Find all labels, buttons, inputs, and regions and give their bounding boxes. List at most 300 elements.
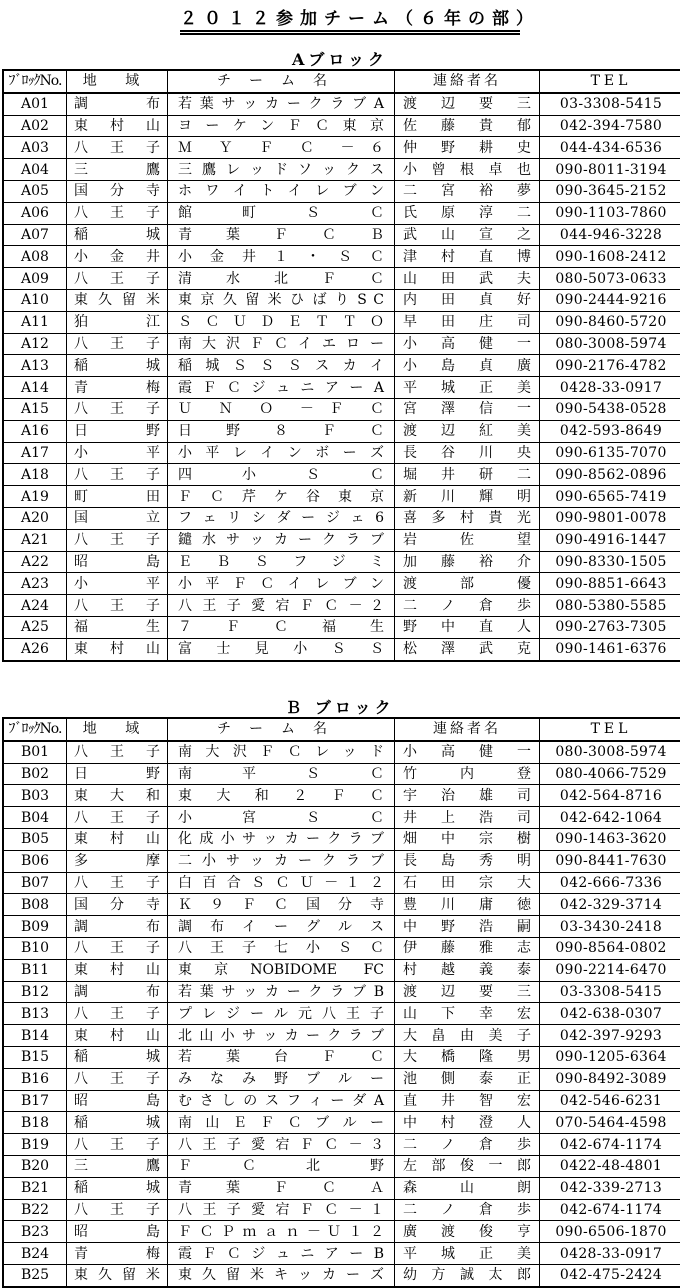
tel-cell: 080-5380-5585 bbox=[540, 595, 680, 617]
area-cell bbox=[67, 1243, 168, 1265]
table-row bbox=[3, 1264, 680, 1286]
area-cell bbox=[67, 246, 168, 268]
tel-cell: 042-397-9293 bbox=[540, 1025, 680, 1047]
table-row bbox=[3, 1243, 680, 1265]
team-name-cell bbox=[168, 529, 395, 551]
contact-name-cell-text: 二 ノ 倉 歩 bbox=[395, 1136, 539, 1154]
team-name-cell bbox=[168, 268, 395, 290]
team-name-cell-text: 南 山 Ｅ Ｆ Ｃ ブ ル ー bbox=[168, 1114, 394, 1132]
block-no-cell: A15 bbox=[3, 398, 67, 420]
area-cell bbox=[67, 137, 168, 159]
table-row bbox=[3, 1134, 680, 1156]
area-cell-text: 八 王 子 bbox=[67, 1005, 167, 1023]
table-row bbox=[3, 420, 680, 442]
contact-name-cell-text: 津 村 直 博 bbox=[395, 248, 539, 266]
table-row bbox=[3, 159, 680, 181]
team-name-cell-text: 若 葉 サ ッ カ ー ク ラ ブ B bbox=[168, 983, 394, 1001]
area-cell-text: 青 梅 bbox=[67, 1245, 167, 1263]
table-row bbox=[3, 850, 680, 872]
tel-cell: 090-6565-7419 bbox=[540, 486, 680, 508]
contact-name-cell-text: 小 高 健 一 bbox=[395, 743, 539, 761]
table-row bbox=[3, 1025, 680, 1047]
contact-name-cell-text: 新 川 輝 明 bbox=[395, 488, 539, 506]
team-name-cell bbox=[168, 1177, 395, 1199]
tel-cell: 042-666-7336 bbox=[540, 872, 680, 894]
area-cell bbox=[67, 507, 168, 529]
tel-cell: 0428-33-0917 bbox=[540, 377, 680, 399]
contact-name-cell bbox=[395, 507, 540, 529]
contact-name-cell bbox=[395, 180, 540, 202]
team-name-cell bbox=[168, 1221, 395, 1243]
team-name-cell-text: ヨ ー ケ ン Ｆ Ｃ 東 京 bbox=[168, 117, 394, 135]
team-name-cell bbox=[168, 894, 395, 916]
area-cell bbox=[67, 1134, 168, 1156]
table-row bbox=[3, 785, 680, 807]
contact-name-cell-text: 氏 原 淳 二 bbox=[395, 204, 539, 222]
team-name-cell-text: む さ し の ス フ ィ ー ダ A bbox=[168, 1092, 394, 1110]
area-cell-text: 八 王 子 bbox=[67, 139, 167, 157]
contact-name-cell-text: 宮 澤 信 一 bbox=[395, 400, 539, 418]
contact-name-cell bbox=[395, 937, 540, 959]
area-cell-text: 日 野 bbox=[67, 422, 167, 440]
table-row bbox=[3, 1177, 680, 1199]
area-cell bbox=[67, 159, 168, 181]
table-row bbox=[3, 93, 680, 115]
area-cell bbox=[67, 551, 168, 573]
tel-cell: 090-9801-0078 bbox=[540, 507, 680, 529]
team-name-cell-text: 鑓 水 サ ッ カ ー ク ラ ブ bbox=[168, 531, 394, 549]
block-no-cell: A16 bbox=[3, 420, 67, 442]
block-no-cell: B11 bbox=[3, 959, 67, 981]
block-no-cell: A19 bbox=[3, 486, 67, 508]
block-no-cell: B19 bbox=[3, 1134, 67, 1156]
table-row bbox=[3, 1155, 680, 1177]
table-row bbox=[3, 137, 680, 159]
area-cell-text: 東 大 和 bbox=[67, 787, 167, 805]
contact-name-cell bbox=[395, 311, 540, 333]
contact-name-cell-text: 畑 中 宗 樹 bbox=[395, 830, 539, 848]
contact-name-cell-text: 平 城 正 美 bbox=[395, 379, 539, 397]
team-name-cell bbox=[168, 807, 395, 829]
team-name-cell bbox=[168, 333, 395, 355]
tel-cell: 090-1463-3620 bbox=[540, 828, 680, 850]
team-name-cell-text: 稲 城 Ｓ Ｓ Ｓ ス カ イ bbox=[168, 357, 394, 375]
tel-cell: 070-5464-4598 bbox=[540, 1112, 680, 1134]
table-row bbox=[3, 333, 680, 355]
block-no-cell: B01 bbox=[3, 741, 67, 763]
team-name-cell bbox=[168, 137, 395, 159]
team-name-cell-text: 四 小 Ｓ Ｃ bbox=[168, 466, 394, 484]
contact-name-cell-text: 大 橋 隆 男 bbox=[395, 1048, 539, 1066]
header-team: チーム名 bbox=[168, 718, 395, 741]
contact-name-cell bbox=[395, 398, 540, 420]
team-name-cell-text: Ｆ Ｃ Ｐ ｍ ａ ｎ － Ｕ １ ２ bbox=[168, 1223, 394, 1241]
header-area: 地 域 bbox=[67, 718, 168, 741]
block-no-cell: A09 bbox=[3, 268, 67, 290]
team-name-cell bbox=[168, 785, 395, 807]
area-cell-text: 東 久 留 米 bbox=[67, 1266, 167, 1284]
team-name-cell-text: 日 野 ８ Ｆ Ｃ bbox=[168, 422, 394, 440]
contact-name-cell-text: 石 田 宗 大 bbox=[395, 874, 539, 892]
team-name-cell-text: 東 大 和 ２ Ｆ Ｃ bbox=[168, 787, 394, 805]
block-no-cell: B16 bbox=[3, 1068, 67, 1090]
area-cell-text: 青 梅 bbox=[67, 379, 167, 397]
tel-cell: 090-1205-6364 bbox=[540, 1046, 680, 1068]
area-cell-text: 福 生 bbox=[67, 618, 167, 636]
table-row bbox=[3, 573, 680, 595]
team-name-cell bbox=[168, 1112, 395, 1134]
team-name-cell-text: 南 大 沢 Ｆ Ｃ イ エ ロ ー bbox=[168, 335, 394, 353]
area-cell bbox=[67, 333, 168, 355]
block-a-title: Aブロック bbox=[240, 47, 440, 70]
area-cell bbox=[67, 828, 168, 850]
contact-name-cell-text: 仲 野 耕 史 bbox=[395, 139, 539, 157]
block-no-cell: B08 bbox=[3, 894, 67, 916]
area-cell-text: 稲 城 bbox=[67, 357, 167, 375]
header-contact: 連絡者名 bbox=[395, 70, 540, 93]
block-no-cell: A12 bbox=[3, 333, 67, 355]
table-row bbox=[3, 807, 680, 829]
team-name-cell bbox=[168, 486, 395, 508]
team-name-cell bbox=[168, 763, 395, 785]
block-no-cell: B22 bbox=[3, 1199, 67, 1221]
contact-name-cell bbox=[395, 981, 540, 1003]
tel-cell: 042-674-1174 bbox=[540, 1134, 680, 1156]
area-cell bbox=[67, 981, 168, 1003]
tel-cell: 044-946-3228 bbox=[540, 224, 680, 246]
contact-name-cell bbox=[395, 377, 540, 399]
contact-name-cell-text: 小 高 健 一 bbox=[395, 335, 539, 353]
block-no-cell: A24 bbox=[3, 595, 67, 617]
area-cell bbox=[67, 850, 168, 872]
tel-cell: 090-1608-2412 bbox=[540, 246, 680, 268]
contact-name-cell-text: 佐 藤 貴 郁 bbox=[395, 117, 539, 135]
tel-cell: 090-8441-7630 bbox=[540, 850, 680, 872]
area-cell-text: 東 村 山 bbox=[67, 117, 167, 135]
contact-name-cell bbox=[395, 246, 540, 268]
table-row bbox=[3, 981, 680, 1003]
team-name-cell-text: 青 葉 Ｆ Ｃ Ａ bbox=[168, 1179, 394, 1197]
contact-name-cell bbox=[395, 1046, 540, 1068]
team-name-cell bbox=[168, 1264, 395, 1286]
table-row bbox=[3, 1112, 680, 1134]
tel-cell: 090-8330-1505 bbox=[540, 551, 680, 573]
contact-name-cell-text: 廣 渡 俊 亨 bbox=[395, 1223, 539, 1241]
contact-name-cell-text: 豊 川 庸 徳 bbox=[395, 896, 539, 914]
contact-name-cell-text: 渡 辺 要 三 bbox=[395, 95, 539, 113]
area-cell bbox=[67, 741, 168, 763]
block-no-cell: A10 bbox=[3, 289, 67, 311]
area-cell bbox=[67, 894, 168, 916]
area-cell-text: 稲 城 bbox=[67, 1114, 167, 1132]
block-no-cell: B07 bbox=[3, 872, 67, 894]
team-name-cell-text: 北 山 小 サ ッ カ ー ク ラ ブ bbox=[168, 1027, 394, 1045]
table-row bbox=[3, 398, 680, 420]
contact-name-cell-text: 渡 部 優 bbox=[395, 575, 539, 593]
contact-name-cell-text: 村 越 義 泰 bbox=[395, 961, 539, 979]
area-cell bbox=[67, 1155, 168, 1177]
table-row bbox=[3, 268, 680, 290]
contact-name-cell bbox=[395, 159, 540, 181]
area-cell-text: 八 王 子 bbox=[67, 400, 167, 418]
table-row bbox=[3, 464, 680, 486]
contact-name-cell-text: 森 山 朗 bbox=[395, 1179, 539, 1197]
header-block-no: ﾌﾞﾛｯｸNo. bbox=[3, 70, 67, 93]
block-no-cell: A18 bbox=[3, 464, 67, 486]
area-cell bbox=[67, 1003, 168, 1025]
table-row bbox=[3, 894, 680, 916]
table-row bbox=[3, 1046, 680, 1068]
area-cell-text: 調 布 bbox=[67, 918, 167, 936]
team-name-cell-text: 南 大 沢 Ｆ Ｃ レ ッ ド bbox=[168, 743, 394, 761]
contact-name-cell-text: 野 中 直 人 bbox=[395, 618, 539, 636]
team-name-cell-text: 小 平 Ｆ Ｃ イ レ ブ ン bbox=[168, 575, 394, 593]
team-name-cell bbox=[168, 551, 395, 573]
area-cell-text: 三 鷹 bbox=[67, 1157, 167, 1175]
area-cell-text: 八 王 子 bbox=[67, 743, 167, 761]
area-cell bbox=[67, 1068, 168, 1090]
contact-name-cell-text: 渡 辺 紅 美 bbox=[395, 422, 539, 440]
contact-name-cell bbox=[395, 442, 540, 464]
team-name-cell bbox=[168, 159, 395, 181]
area-cell bbox=[67, 355, 168, 377]
team-name-cell bbox=[168, 224, 395, 246]
area-cell-text: 小 金 井 bbox=[67, 248, 167, 266]
contact-name-cell bbox=[395, 638, 540, 660]
area-cell-text: 東 村 山 bbox=[67, 961, 167, 979]
area-cell-text: 東 村 山 bbox=[67, 640, 167, 658]
team-name-cell bbox=[168, 595, 395, 617]
team-name-cell-text: 東京NOBIDOME FC bbox=[168, 961, 394, 979]
team-name-cell-text: 東 京 久 留 米 ひ ば り S C bbox=[168, 291, 394, 309]
contact-name-cell bbox=[395, 1199, 540, 1221]
tel-cell: 090-8851-6643 bbox=[540, 573, 680, 595]
area-cell-text: 国 立 bbox=[67, 509, 167, 527]
team-name-cell-text: 富 士 見 小 Ｓ Ｓ bbox=[168, 640, 394, 658]
block-no-cell: B10 bbox=[3, 937, 67, 959]
team-name-cell-text: 八 王 子 愛 宕 Ｆ Ｃ － ２ bbox=[168, 597, 394, 615]
team-name-cell bbox=[168, 828, 395, 850]
contact-name-cell bbox=[395, 741, 540, 763]
contact-name-cell bbox=[395, 289, 540, 311]
area-cell-text: 八 王 子 bbox=[67, 874, 167, 892]
tel-cell: 080-3008-5974 bbox=[540, 741, 680, 763]
contact-name-cell bbox=[395, 224, 540, 246]
contact-name-cell-text: 岩 佐 望 bbox=[395, 531, 539, 549]
header-tel: TEL bbox=[540, 70, 680, 93]
team-name-cell bbox=[168, 1134, 395, 1156]
tel-cell: 090-6506-1870 bbox=[540, 1221, 680, 1243]
contact-name-cell bbox=[395, 1177, 540, 1199]
area-cell-text: 八 王 子 bbox=[67, 204, 167, 222]
team-name-cell-text: 八 王 子 愛 宕 Ｆ Ｃ － １ bbox=[168, 1201, 394, 1219]
block-no-cell: A26 bbox=[3, 638, 67, 660]
table-row bbox=[3, 959, 680, 981]
team-name-cell-text: 三 鷹 レ ッ ド ソ ッ ク ス bbox=[168, 161, 394, 179]
contact-name-cell bbox=[395, 551, 540, 573]
contact-name-cell bbox=[395, 763, 540, 785]
area-cell-text: 八 王 子 bbox=[67, 809, 167, 827]
table-row bbox=[3, 1003, 680, 1025]
block-no-cell: B17 bbox=[3, 1090, 67, 1112]
block-no-cell: B25 bbox=[3, 1264, 67, 1286]
block-no-cell: B05 bbox=[3, 828, 67, 850]
contact-name-cell bbox=[395, 1090, 540, 1112]
contact-name-cell-text: 喜 多 村 貴 光 bbox=[395, 509, 539, 527]
title-underline-second bbox=[180, 33, 520, 35]
block-no-cell: B15 bbox=[3, 1046, 67, 1068]
team-name-cell-text: 小 金 井 １ ・ Ｓ Ｃ bbox=[168, 248, 394, 266]
area-cell bbox=[67, 1090, 168, 1112]
area-cell-text: 東 村 山 bbox=[67, 1027, 167, 1045]
tel-cell: 0428-33-0917 bbox=[540, 1243, 680, 1265]
team-name-cell bbox=[168, 741, 395, 763]
team-name-cell-text: 南 平 Ｓ Ｃ bbox=[168, 765, 394, 783]
area-cell bbox=[67, 268, 168, 290]
team-name-cell-text: 東 久 留 米 キ ッ カ ー ズ bbox=[168, 1266, 394, 1284]
area-cell bbox=[67, 464, 168, 486]
team-name-cell bbox=[168, 311, 395, 333]
team-name-cell bbox=[168, 1199, 395, 1221]
block-b-table bbox=[2, 717, 680, 1288]
table-row bbox=[3, 638, 680, 660]
tel-cell: 042-638-0307 bbox=[540, 1003, 680, 1025]
tel-cell: 090-8492-3089 bbox=[540, 1068, 680, 1090]
tel-cell: 042-642-1064 bbox=[540, 807, 680, 829]
tel-cell: 042-475-2424 bbox=[540, 1264, 680, 1286]
team-name-cell-text: プ レ ジ ー ル 元 八 王 子 bbox=[168, 1005, 394, 1023]
team-name-cell bbox=[168, 115, 395, 137]
team-name-cell-text: 化 成 小 サ ッ カ ー ク ラ ブ bbox=[168, 830, 394, 848]
contact-name-cell bbox=[395, 1221, 540, 1243]
title-underline bbox=[180, 30, 520, 32]
team-name-cell-text: Ｅ Ｂ Ｓ フ ジ ミ bbox=[168, 553, 394, 571]
block-no-cell: A02 bbox=[3, 115, 67, 137]
block-no-cell: A01 bbox=[3, 93, 67, 115]
block-no-cell: B21 bbox=[3, 1177, 67, 1199]
team-name-cell bbox=[168, 93, 395, 115]
contact-name-cell-text: 山 田 武 夫 bbox=[395, 270, 539, 288]
header-contact: 連絡者名 bbox=[395, 718, 540, 741]
block-no-cell: B06 bbox=[3, 850, 67, 872]
area-cell bbox=[67, 1199, 168, 1221]
area-cell-text: 小 平 bbox=[67, 444, 167, 462]
area-cell-text: 狛 江 bbox=[67, 313, 167, 331]
contact-name-cell bbox=[395, 785, 540, 807]
block-a-rows bbox=[3, 93, 680, 661]
table-row bbox=[3, 507, 680, 529]
contact-name-cell bbox=[395, 93, 540, 115]
table-row bbox=[3, 486, 680, 508]
team-name-cell bbox=[168, 202, 395, 224]
area-cell bbox=[67, 616, 168, 638]
team-name-cell bbox=[168, 1090, 395, 1112]
contact-name-cell bbox=[395, 333, 540, 355]
team-name-cell-text: 若 葉 台 Ｆ Ｃ bbox=[168, 1048, 394, 1066]
area-cell-text: 八 王 子 bbox=[67, 466, 167, 484]
area-cell bbox=[67, 180, 168, 202]
area-cell-text: 昭 島 bbox=[67, 553, 167, 571]
table-row bbox=[3, 1090, 680, 1112]
tel-cell: 090-8562-0896 bbox=[540, 464, 680, 486]
tel-cell: 03-3430-2418 bbox=[540, 916, 680, 938]
area-cell bbox=[67, 959, 168, 981]
area-cell-text: 調 布 bbox=[67, 95, 167, 113]
team-name-cell-text: 白 百 合 Ｓ Ｃ Ｕ － １ ２ bbox=[168, 874, 394, 892]
tel-cell: 042-546-6231 bbox=[540, 1090, 680, 1112]
area-cell bbox=[67, 202, 168, 224]
block-no-cell: A20 bbox=[3, 507, 67, 529]
area-cell-text: 東 村 山 bbox=[67, 830, 167, 848]
contact-name-cell-text: 幼 方 誠 太 郎 bbox=[395, 1266, 539, 1284]
tel-cell: 090-8564-0802 bbox=[540, 937, 680, 959]
team-name-cell-text: 調 布 イ ー グ ル ス bbox=[168, 918, 394, 936]
tel-cell: 090-8460-5720 bbox=[540, 311, 680, 333]
area-cell bbox=[67, 377, 168, 399]
table-row bbox=[3, 246, 680, 268]
block-no-cell: A05 bbox=[3, 180, 67, 202]
area-cell bbox=[67, 1264, 168, 1286]
block-b-rows bbox=[3, 741, 680, 1287]
table-row bbox=[3, 937, 680, 959]
team-name-cell-text: 清 水 北 Ｆ Ｃ bbox=[168, 270, 394, 288]
area-cell-text: 日 野 bbox=[67, 765, 167, 783]
area-cell bbox=[67, 442, 168, 464]
area-cell-text: 町 田 bbox=[67, 488, 167, 506]
contact-name-cell bbox=[395, 1025, 540, 1047]
block-no-cell: A11 bbox=[3, 311, 67, 333]
contact-name-cell bbox=[395, 1003, 540, 1025]
area-cell bbox=[67, 1177, 168, 1199]
block-no-cell: B18 bbox=[3, 1112, 67, 1134]
contact-name-cell-text: 池 側 泰 正 bbox=[395, 1070, 539, 1088]
tel-cell: 090-1103-7860 bbox=[540, 202, 680, 224]
team-name-cell bbox=[168, 1243, 395, 1265]
contact-name-cell-text: 長 谷 川 央 bbox=[395, 444, 539, 462]
contact-name-cell-text: 二 宮 裕 夢 bbox=[395, 182, 539, 200]
contact-name-cell-text: 平 城 正 美 bbox=[395, 1245, 539, 1263]
area-cell bbox=[67, 1046, 168, 1068]
contact-name-cell bbox=[395, 872, 540, 894]
area-cell-text: 八 王 子 bbox=[67, 939, 167, 957]
contact-name-cell-text: 竹 内 登 bbox=[395, 765, 539, 783]
team-name-cell-text: Ｋ ９ Ｆ Ｃ 国 分 寺 bbox=[168, 896, 394, 914]
tel-cell: 090-2444-9216 bbox=[540, 289, 680, 311]
team-name-cell-text: Ｓ Ｃ Ｕ Ｄ Ｅ Ｔ Ｔ Ｏ bbox=[168, 313, 394, 331]
tel-cell: 090-8011-3194 bbox=[540, 159, 680, 181]
contact-name-cell bbox=[395, 573, 540, 595]
team-name-cell bbox=[168, 872, 395, 894]
contact-name-cell bbox=[395, 894, 540, 916]
table-row bbox=[3, 529, 680, 551]
table-row bbox=[3, 1199, 680, 1221]
team-name-cell-text: 小 平 レ イ ン ボ ー ズ bbox=[168, 444, 394, 462]
table-row bbox=[3, 202, 680, 224]
team-name-cell-text: Ｍ Ｙ Ｆ Ｃ － ６ bbox=[168, 139, 394, 157]
team-name-cell bbox=[168, 638, 395, 660]
team-name-cell bbox=[168, 616, 395, 638]
table-row bbox=[3, 828, 680, 850]
team-name-cell-text: ７ Ｆ Ｃ 福 生 bbox=[168, 618, 394, 636]
table-row bbox=[3, 311, 680, 333]
tel-cell: 090-4916-1447 bbox=[540, 529, 680, 551]
table-row bbox=[3, 442, 680, 464]
team-name-cell-text: ホ ワ イ ト イ レ ブ ン bbox=[168, 182, 394, 200]
page-title: ２０１２参加チーム（６年の部） bbox=[180, 4, 520, 28]
contact-name-cell-text: 左 部 俊 一 郎 bbox=[395, 1157, 539, 1175]
area-cell-text: 三 鷹 bbox=[67, 161, 167, 179]
team-name-cell bbox=[168, 1025, 395, 1047]
